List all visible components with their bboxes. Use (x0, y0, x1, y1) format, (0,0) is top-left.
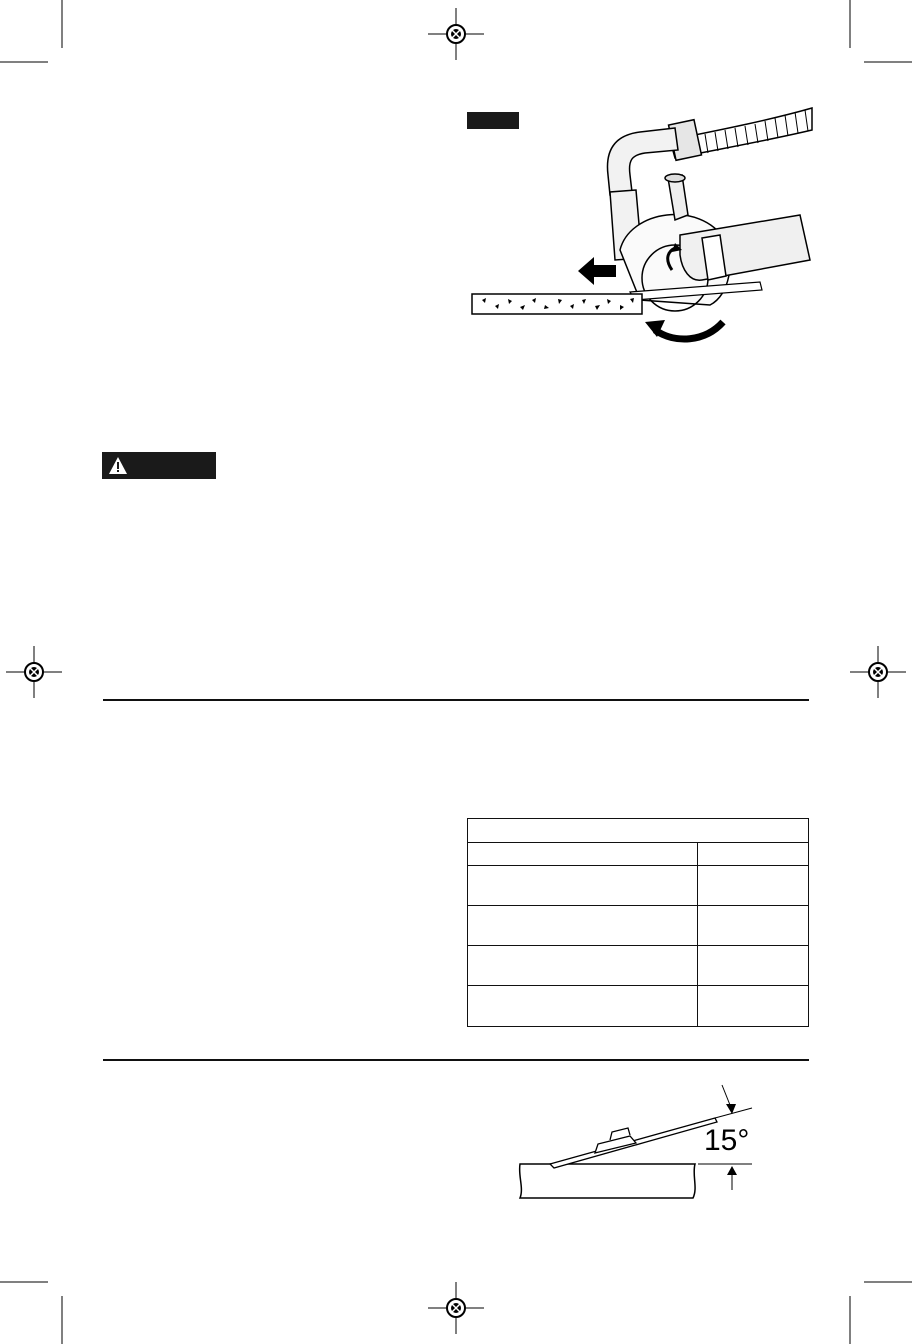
table-row (468, 843, 809, 866)
specification-table (467, 818, 809, 1027)
registration-target-icon (428, 8, 484, 60)
table-row (468, 819, 809, 843)
table-row (468, 946, 809, 986)
registration-target-icon (850, 646, 906, 698)
section-divider (103, 699, 809, 701)
table-row (468, 866, 809, 906)
angle-label: 15° (704, 1124, 750, 1157)
registration-target-icon (428, 1282, 484, 1334)
registration-target-icon (6, 646, 62, 698)
warning-banner (102, 452, 216, 479)
workpiece-illustration (470, 292, 645, 318)
curved-arrow-icon (645, 312, 730, 347)
left-arrow-icon (578, 257, 618, 285)
table-row (468, 986, 809, 1027)
warning-triangle-icon (108, 456, 128, 475)
table-row (468, 906, 809, 946)
section-divider (103, 1059, 809, 1061)
